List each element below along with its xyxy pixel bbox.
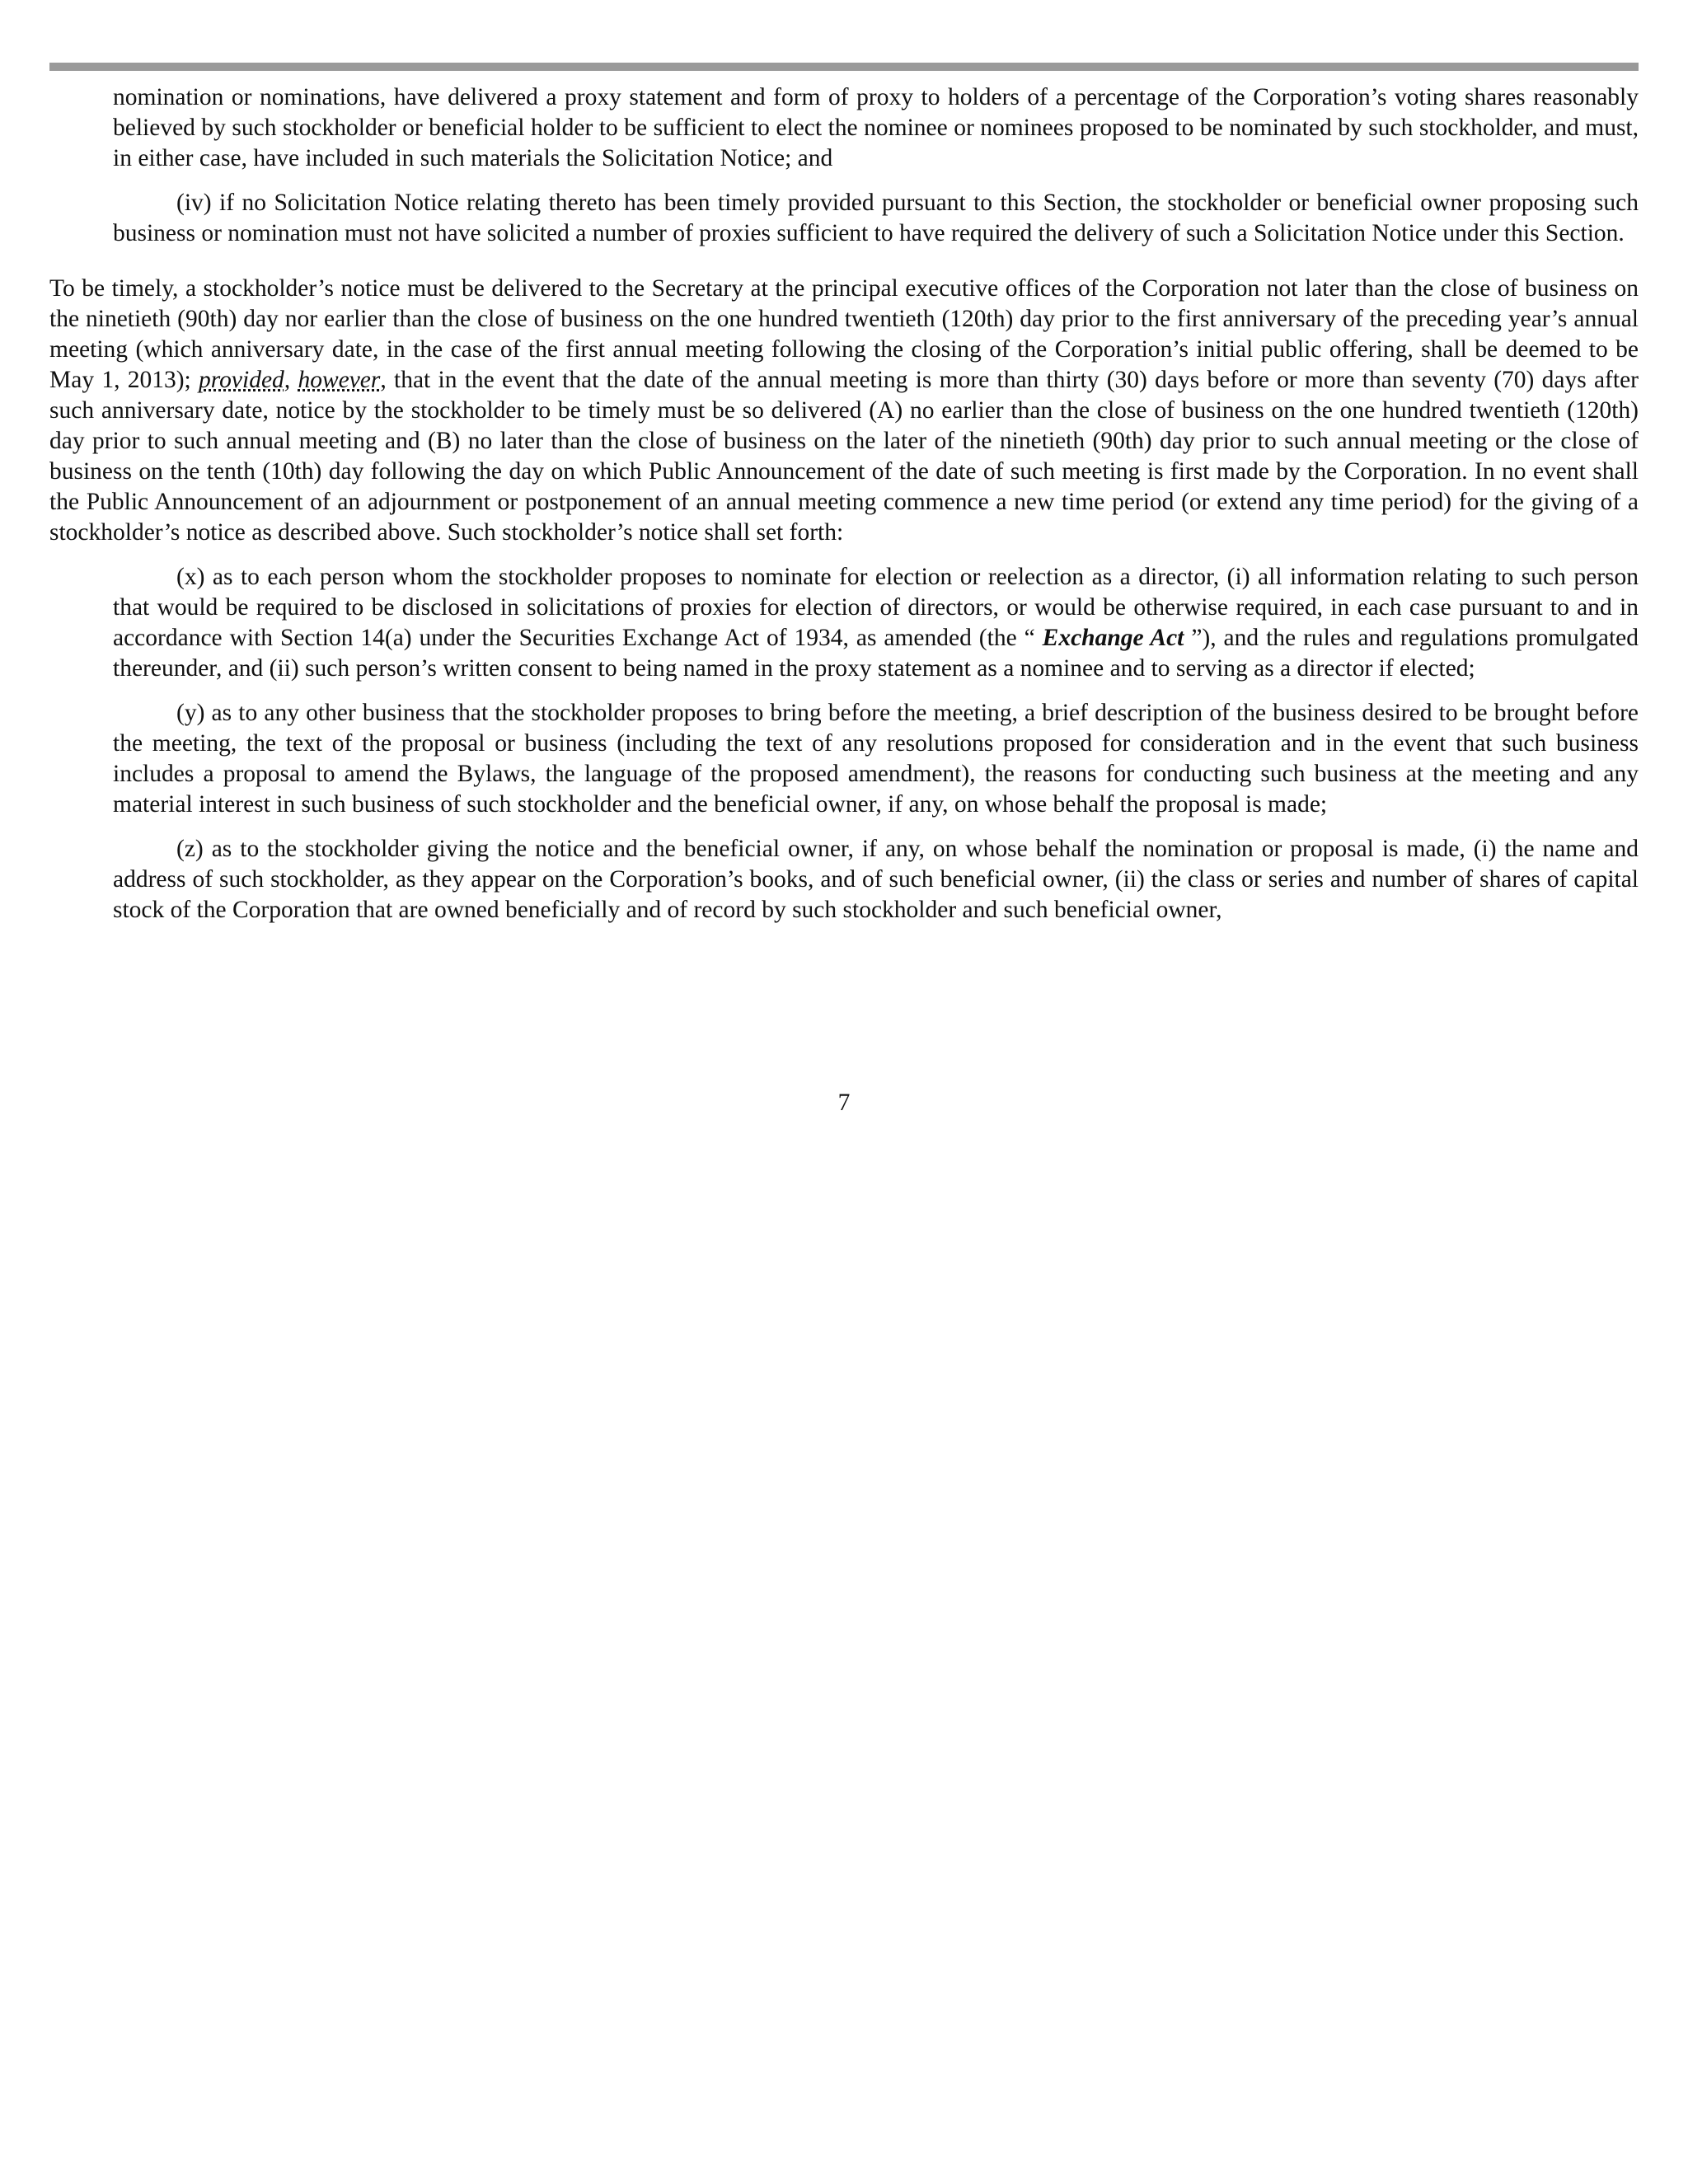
however-term: however [298,367,381,393]
provided-comma: , [284,367,291,393]
document-body [49,82,1639,926]
page-number: 7 [837,1090,851,1116]
paragraph-iv: (iv) if no Solicitation Notice relating thereto has been timely provided pursuant to this Section, the stockholder or beneficial owner proposing such business or nomination must not have solicited a number of proxies sufficient to have required the delivery of such a Solicitation Notice under this Section. [113,190,1639,246]
paragraph-y: (y) as to any other business that the stockholder proposes to bring before the meeting, a brief description of the business desired to be brought before the meeting, the text of the proposal or business (including the text of any resolutions proposed for consideration and in the event that such business includes a proposal to amend the Bylaws, the language of the proposed amendment), the reasons for conducting such business at the meeting and any material interest in such business of such stockholder and the beneficial owner, if any, on whose behalf the proposal is made; [113,700,1639,818]
exchange-act-term: Exchange Act [1042,625,1184,651]
paragraph-z: (z) as to the stockholder giving the notice and the beneficial owner, if any, on whose behalf the nomination or proposal is made, (i) the name and address of such stockholder, as they appear on the Corporation’s books, and of such beneficial owner, (ii) the class or series and number of shares of capital stock of the Corporation that are owned beneficially and of record by such stockholder and such beneficial owner, [113,836,1639,923]
provided-term: provided [199,367,284,393]
timeliness-text-b: , that in the event that the date of the annual meeting is more than thirty (30) days before or more than seventy (70) days after such anniversary date, notice by the stockholder to be timely must be so delivered (A) no earlier than the close of business on the one hundred twentieth (120th) day prior to such annual meeting and (B) no later than the close of business on the later of the ninetieth (90th) day prior to such annual meeting or the close of business on the tenth (10th) day following the day on which Public Announcement of the date of such meeting is first made by the Corporation. In no event shall the Public Announcement of an adjournment or postponement of an annual meeting commence a new time period (or extend any time period) for the giving of a stockholder’s notice as described above. Such stockholder’s notice shall set forth: [49,367,1639,546]
paragraph-x-text-b: ”), and the rules and regulations promulgated thereunder, and (ii) such person’s written consent to being named in the proxy statement as a nominee and to serving as a director if elected; [113,625,1639,682]
timeliness-text-a: To be timely, a stockholder’s notice must be delivered to the Secretary at the principal executive offices of the Corporation not later than the close of business on the ninetieth (90th) day nor earlier than the close of business on the one hundred twentieth (120th) day prior to the first anniversary of the preceding year’s annual meeting (which anniversary date, in the case of the first annual meeting following the closing of the Corporation’s initial public offering, shall be deemed to be May 1, 2013); [49,275,1639,393]
paragraph-x-text-a: (x) as to each person whom the stockholder proposes to nominate for election or reelection as a director, (i) all information relating to such person that would be required to be disclosed in solicitations of proxies for election of directors, or would be otherwise required, in each case pursuant to and in accordance with Section 14(a) under the Securities Exchange Act of 1934, as amended (the “ [113,564,1639,651]
header-rule [49,63,1639,71]
paragraph-x [113,562,1639,684]
paragraph-timeliness [49,274,1639,548]
paragraph-solicitation-continuation: nomination or nominations, have delivered a proxy statement and form of proxy to holders of a percentage of the Corporation’s voting shares reasonably believed by such stockholder or beneficial holder to be sufficient to elect the nominee or nominees proposed to be nominated by such stockholder, and must, in either case, have included in such materials the Solicitation Notice; and [113,84,1639,171]
